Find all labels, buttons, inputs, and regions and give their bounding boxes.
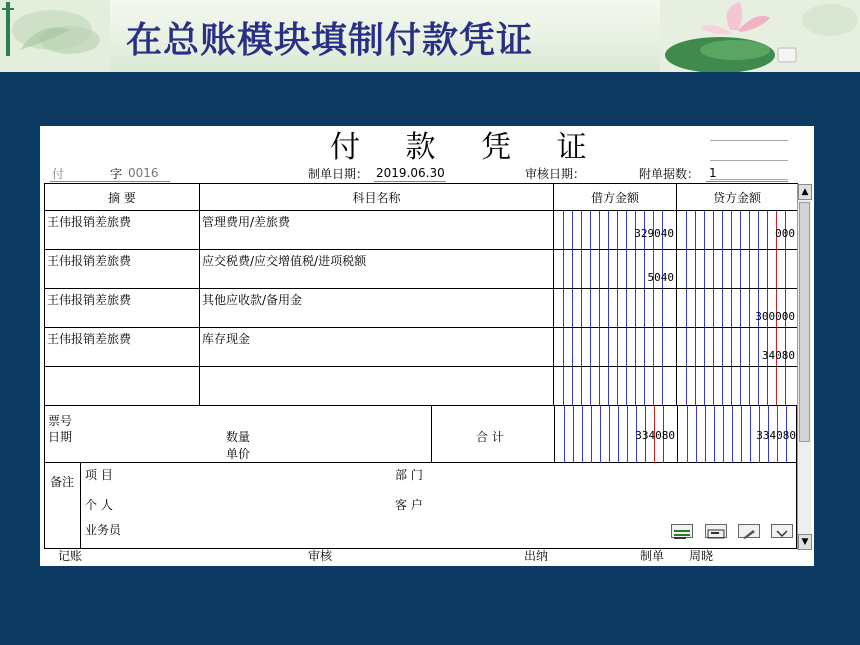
quantity-label: 数量 bbox=[226, 430, 251, 444]
header-banner bbox=[0, 0, 860, 72]
totals-block bbox=[44, 406, 797, 463]
voucher-window bbox=[40, 126, 814, 566]
card-icon[interactable] bbox=[705, 524, 727, 538]
salesman-label[interactable]: 业务员 bbox=[85, 523, 122, 537]
table-row[interactable] bbox=[45, 367, 798, 406]
scroll-up-icon[interactable]: ▲ bbox=[798, 184, 812, 200]
table-row[interactable] bbox=[45, 289, 798, 328]
total-label: 合 计 bbox=[476, 430, 504, 444]
voucher-number-field[interactable]: 0016 bbox=[128, 166, 159, 180]
debit-cell[interactable] bbox=[554, 250, 677, 289]
debit-cell[interactable] bbox=[554, 367, 677, 406]
ticket-date-label: 日期 bbox=[48, 430, 73, 444]
lotus-decoration-icon bbox=[0, 0, 110, 72]
summary-cell[interactable]: 王伟报销差旅费 bbox=[45, 211, 200, 250]
total-debit-cell bbox=[554, 406, 677, 463]
bookkeeping-label: 记账 bbox=[58, 549, 83, 563]
divider bbox=[374, 181, 446, 182]
chevron-down-icon[interactable] bbox=[771, 524, 793, 538]
credit-amount: 300000 bbox=[755, 310, 795, 323]
preparer-label: 制单 bbox=[640, 549, 665, 563]
date-field[interactable]: 2019.06.30 bbox=[376, 166, 445, 180]
header-account: 科目名称 bbox=[200, 184, 554, 211]
audit-date-label: 审核日期： bbox=[525, 167, 586, 181]
total-debit-amount: 334080 bbox=[635, 429, 675, 442]
divider bbox=[710, 179, 788, 180]
account-cell[interactable]: 管理费用/差旅费 bbox=[200, 211, 554, 250]
table-row[interactable] bbox=[45, 328, 798, 367]
summary-cell[interactable]: 王伟报销差旅费 bbox=[45, 328, 200, 367]
voucher-type[interactable]: 付 bbox=[52, 167, 65, 181]
credit-amount: 000 bbox=[775, 227, 795, 240]
debit-cell[interactable] bbox=[554, 289, 677, 328]
customer-label[interactable]: 客 户 bbox=[395, 498, 423, 512]
divider bbox=[50, 181, 170, 182]
credit-cell[interactable] bbox=[677, 211, 798, 250]
vertical-scrollbar[interactable] bbox=[797, 184, 811, 550]
total-credit-cell bbox=[677, 406, 798, 463]
cashier-label: 出纳 bbox=[524, 549, 549, 563]
voucher-title: 付 款 凭 证 bbox=[330, 130, 605, 165]
lotus-flower-icon bbox=[660, 0, 860, 72]
table-header-row bbox=[45, 184, 798, 211]
attachments-label: 附单据数： bbox=[639, 167, 700, 181]
edit-icon[interactable] bbox=[738, 524, 760, 538]
credit-amount: 34080 bbox=[761, 349, 795, 362]
project-label[interactable]: 项 目 bbox=[85, 468, 113, 482]
notes-label: 备注 bbox=[50, 475, 75, 489]
table-row[interactable] bbox=[45, 211, 798, 250]
header-debit: 借方金额 bbox=[554, 184, 677, 211]
divider bbox=[431, 406, 432, 463]
voucher-entry-table bbox=[44, 183, 798, 406]
zi-label: 字 bbox=[110, 167, 123, 181]
page-title: 在总账模块填制付款凭证 bbox=[126, 20, 534, 61]
credit-cell[interactable] bbox=[677, 367, 798, 406]
preparer-name: 周晓 bbox=[689, 549, 714, 563]
unit-price-label: 单价 bbox=[226, 447, 251, 461]
scroll-down-icon[interactable]: ▼ bbox=[798, 534, 812, 550]
ticket-no-label: 票号 bbox=[48, 414, 73, 428]
summary-cell[interactable]: 王伟报销差旅费 bbox=[45, 289, 200, 328]
divider bbox=[710, 160, 788, 161]
credit-cell[interactable] bbox=[677, 289, 798, 328]
debit-cell[interactable] bbox=[554, 211, 677, 250]
credit-cell[interactable] bbox=[677, 250, 798, 289]
table-row[interactable] bbox=[45, 250, 798, 289]
account-cell[interactable]: 其他应收款/备用金 bbox=[200, 289, 554, 328]
scroll-thumb[interactable] bbox=[799, 202, 810, 442]
summary-cell[interactable] bbox=[45, 367, 200, 406]
credit-cell[interactable] bbox=[677, 328, 798, 367]
department-label[interactable]: 部 门 bbox=[395, 468, 423, 482]
personal-label[interactable]: 个 人 bbox=[85, 498, 113, 512]
total-credit-amount: 334080 bbox=[756, 429, 796, 442]
divider bbox=[706, 181, 788, 182]
account-cell[interactable]: 应交税费/应交增值税/进项税额 bbox=[200, 250, 554, 289]
list-icon[interactable] bbox=[671, 524, 693, 538]
divider bbox=[710, 140, 788, 141]
debit-cell[interactable] bbox=[554, 328, 677, 367]
notes-side bbox=[45, 463, 81, 548]
attachments-field[interactable]: 1 bbox=[709, 166, 717, 180]
debit-amount: 329040 bbox=[634, 227, 674, 240]
account-cell[interactable] bbox=[200, 367, 554, 406]
header-summary: 摘 要 bbox=[45, 184, 200, 211]
summary-cell[interactable]: 王伟报销差旅费 bbox=[45, 250, 200, 289]
debit-amount: 5040 bbox=[647, 271, 674, 284]
account-cell[interactable]: 库存现金 bbox=[200, 328, 554, 367]
header-credit: 贷方金额 bbox=[677, 184, 798, 211]
audit-label: 审核 bbox=[308, 549, 333, 563]
date-label: 制单日期： bbox=[308, 167, 369, 181]
